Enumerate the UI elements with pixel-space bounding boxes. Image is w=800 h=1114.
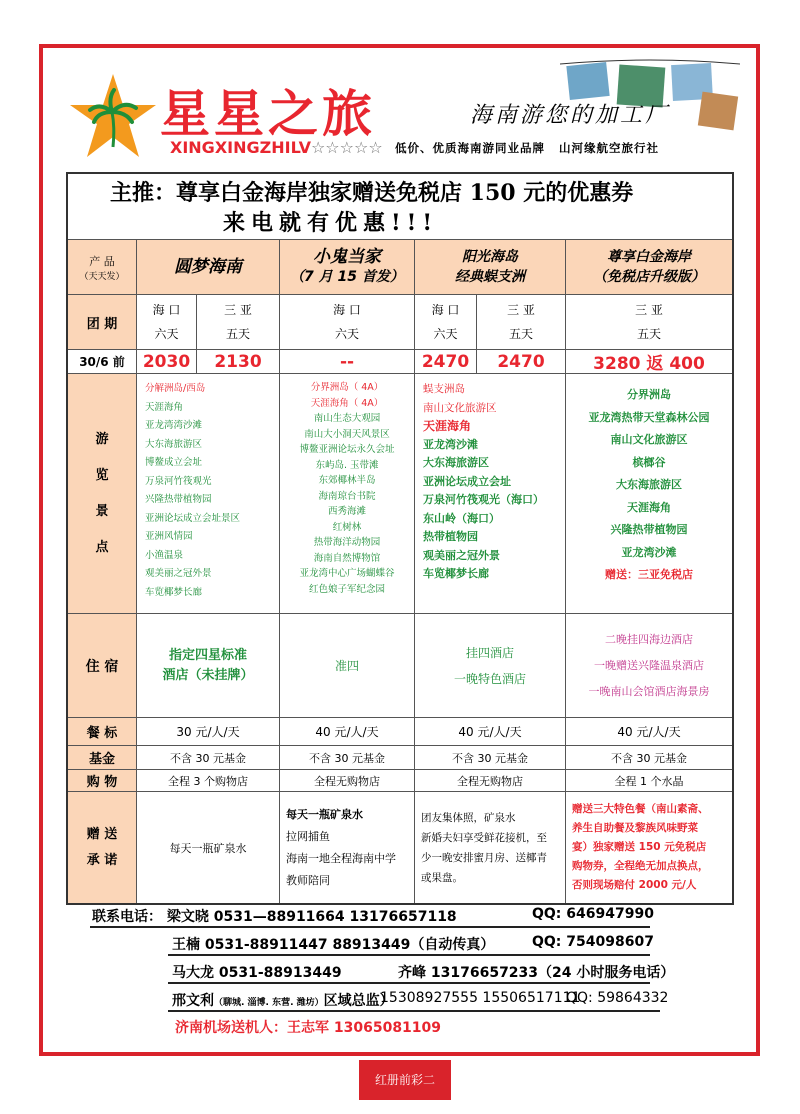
contact-line-3b: 齐峰 13176657233（24 小时服务电话） (398, 965, 675, 981)
hotel-2: 准四 (280, 614, 415, 718)
page-footer-label: 红册前彩二 (359, 1060, 451, 1100)
gift-3: 团友集体照，矿泉水 新婚夫妇享受鲜花接机，至 少一晚安排蜜月房、送椰青 或果盘。 (415, 792, 566, 903)
price-6: 3280 返 400 (566, 350, 732, 374)
hotel-3: 挂四酒店 一晚特色酒店 (415, 614, 566, 718)
fund-1: 不含 30 元基金 (137, 746, 280, 770)
shop-2: 全程无购物店 (280, 770, 415, 792)
gift-4: 赠送三大特色餐（南山素斋、 养生自助餐及黎族风味野菜 宴）独家赠送 150 元免税店 购物券，全程绝无加点换点， 否则现场赔付 2000 元/人 (572, 803, 709, 891)
hotel-label: 住 宿 (68, 614, 137, 718)
shop-4: 全程 1 个水晶 (566, 770, 732, 792)
spots-2: 分界洲岛（ 4A） 天涯海角（ 4A） 南山生态大观园 南山大小洞天风景区 博鳌亚洲论坛永久会址 东屿岛. 玉带滩 东郊椰林半岛 海南琼台书院 西秀海滩 红树林 热带海洋动物园 海南自然博物馆 亚龙湾中心广场蝴蝶谷 红色娘子军纪念园 (280, 374, 415, 614)
headline-line2: 来电就有优惠!!! (223, 210, 438, 236)
product-3: 阳光海岛 经典蜈支洲 (415, 240, 566, 295)
gift-2: 每天一瓶矿泉水 拉网捕鱼 海南一地全程海南中学 教师陪同 (280, 792, 415, 903)
headline-line1: 主推：尊享白金海岸独家赠送免税店 150 元的优惠券 (110, 180, 634, 206)
fund-2: 不含 30 元基金 (280, 746, 415, 770)
star-palm-logo-icon (68, 72, 158, 162)
contact-line-4: 邢文利（聊城. 淄博. 东营. 潍坊）区域总监） (172, 993, 394, 1009)
gift-label: 赠 送 承 诺 (68, 792, 137, 903)
product-1: 圆梦海南 (137, 240, 280, 295)
fund-label: 基金 (68, 746, 137, 770)
underline-1 (90, 926, 650, 928)
airport-driver: 济南机场送机人：王志军 13065081109 (175, 1020, 442, 1036)
fund-3: 不含 30 元基金 (415, 746, 566, 770)
group-2: 三 亚 五天 (197, 295, 280, 350)
product-2: 小鬼当家 （7 月 15 首发） (280, 240, 415, 295)
brand-title: 星星之旅 (160, 84, 376, 143)
rating-stars-icon: ☆☆☆☆☆ (310, 138, 383, 157)
group-6: 三 亚 五天 (566, 295, 732, 350)
group-5: 三 亚 五天 (477, 295, 566, 350)
spots-3: 蜈支洲岛 南山文化旅游区 天涯海角 亚龙湾沙滩 大东海旅游区 亚洲论坛成立会址 万泉河竹筏观光（海口） 东山岭（海口） 热带植物园 观美丽之冠外景 车览椰梦长廊 (415, 374, 566, 614)
price-2: 2130 (197, 350, 280, 374)
tour-label: 游 览 景 点 (68, 374, 137, 614)
underline-4 (168, 1010, 660, 1012)
spots-4: 分界洲岛 亚龙湾热带天堂森林公园 南山文化旅游区 槟榔谷 大东海旅游区 天涯海角 兴隆热带植物园 亚龙湾沙滩 赠送：三亚免税店 (566, 374, 732, 614)
contact-line-1: 联系电话： 梁文晓 0531—88911664 13176657118 (92, 909, 457, 925)
price-4: 2470 (415, 350, 477, 374)
contact-qq-4: QQ: 59864332 (566, 990, 669, 1006)
headline-banner (68, 174, 732, 240)
product-sub: （天天发） (79, 271, 125, 282)
brand-english: XINGXINGZHILV☆☆☆☆☆ (170, 138, 383, 157)
contact-qq-2: QQ: 754098607 (532, 934, 654, 950)
group-3: 海 口 六天 (280, 295, 415, 350)
price-5: 2470 (477, 350, 566, 374)
group-label: 团 期 (68, 295, 137, 350)
contact-qq-1: QQ: 646947990 (532, 906, 654, 922)
price-label: 30/6 前 (68, 350, 137, 374)
meal-4: 40 元/人/天 (566, 718, 732, 746)
slogan: 海南游您的加工厂 (470, 103, 671, 128)
shop-1: 全程 3 个购物店 (137, 770, 280, 792)
group-4: 海 口 六天 (415, 295, 477, 350)
contact-phone-4: 15308927555 15506517111 (380, 990, 581, 1006)
shop-label: 购 物 (68, 770, 137, 792)
product-label: 产 品 (89, 254, 115, 268)
meal-3: 40 元/人/天 (415, 718, 566, 746)
product-label-cell (68, 240, 137, 295)
itinerary-table (66, 172, 734, 905)
product-4: 尊享白金海岸 （免税店升级版） (566, 240, 732, 295)
shop-3: 全程无购物店 (415, 770, 566, 792)
spots-1: 分解洲岛/西岛 天涯海角 亚龙湾湾沙滩 大东海旅游区 博鳌成立会址 万泉河竹筏观光 兴隆热带植物园 亚洲论坛成立会址景区 亚洲风情园 小渔温泉 观美丽之冠外景 车览椰梦长廊 (137, 374, 280, 614)
tagline: 低价、优质海南游同业品牌 山河缘航空旅行社 (395, 141, 659, 155)
contact-line-2: 王楠 0531-88911447 88913449（自动传真） (172, 937, 495, 953)
price-1: 2030 (137, 350, 197, 374)
meal-2: 40 元/人/天 (280, 718, 415, 746)
gift-1: 每天一瓶矿泉水 (137, 792, 280, 903)
hotel-4: 二晚挂四海边酒店 一晚赠送兴隆温泉酒店 一晚南山会馆酒店海景房 (566, 614, 732, 718)
meal-1: 30 元/人/天 (137, 718, 280, 746)
price-3: -- (280, 350, 415, 374)
underline-2 (168, 954, 650, 956)
group-1: 海 口 六天 (137, 295, 197, 350)
fund-4: 不含 30 元基金 (566, 746, 732, 770)
meal-label: 餐 标 (68, 718, 137, 746)
contact-line-3: 马大龙 0531-88913449 (172, 965, 342, 981)
underline-3 (168, 982, 650, 984)
hotel-1: 指定四星标准 酒店（未挂牌） (137, 614, 280, 718)
